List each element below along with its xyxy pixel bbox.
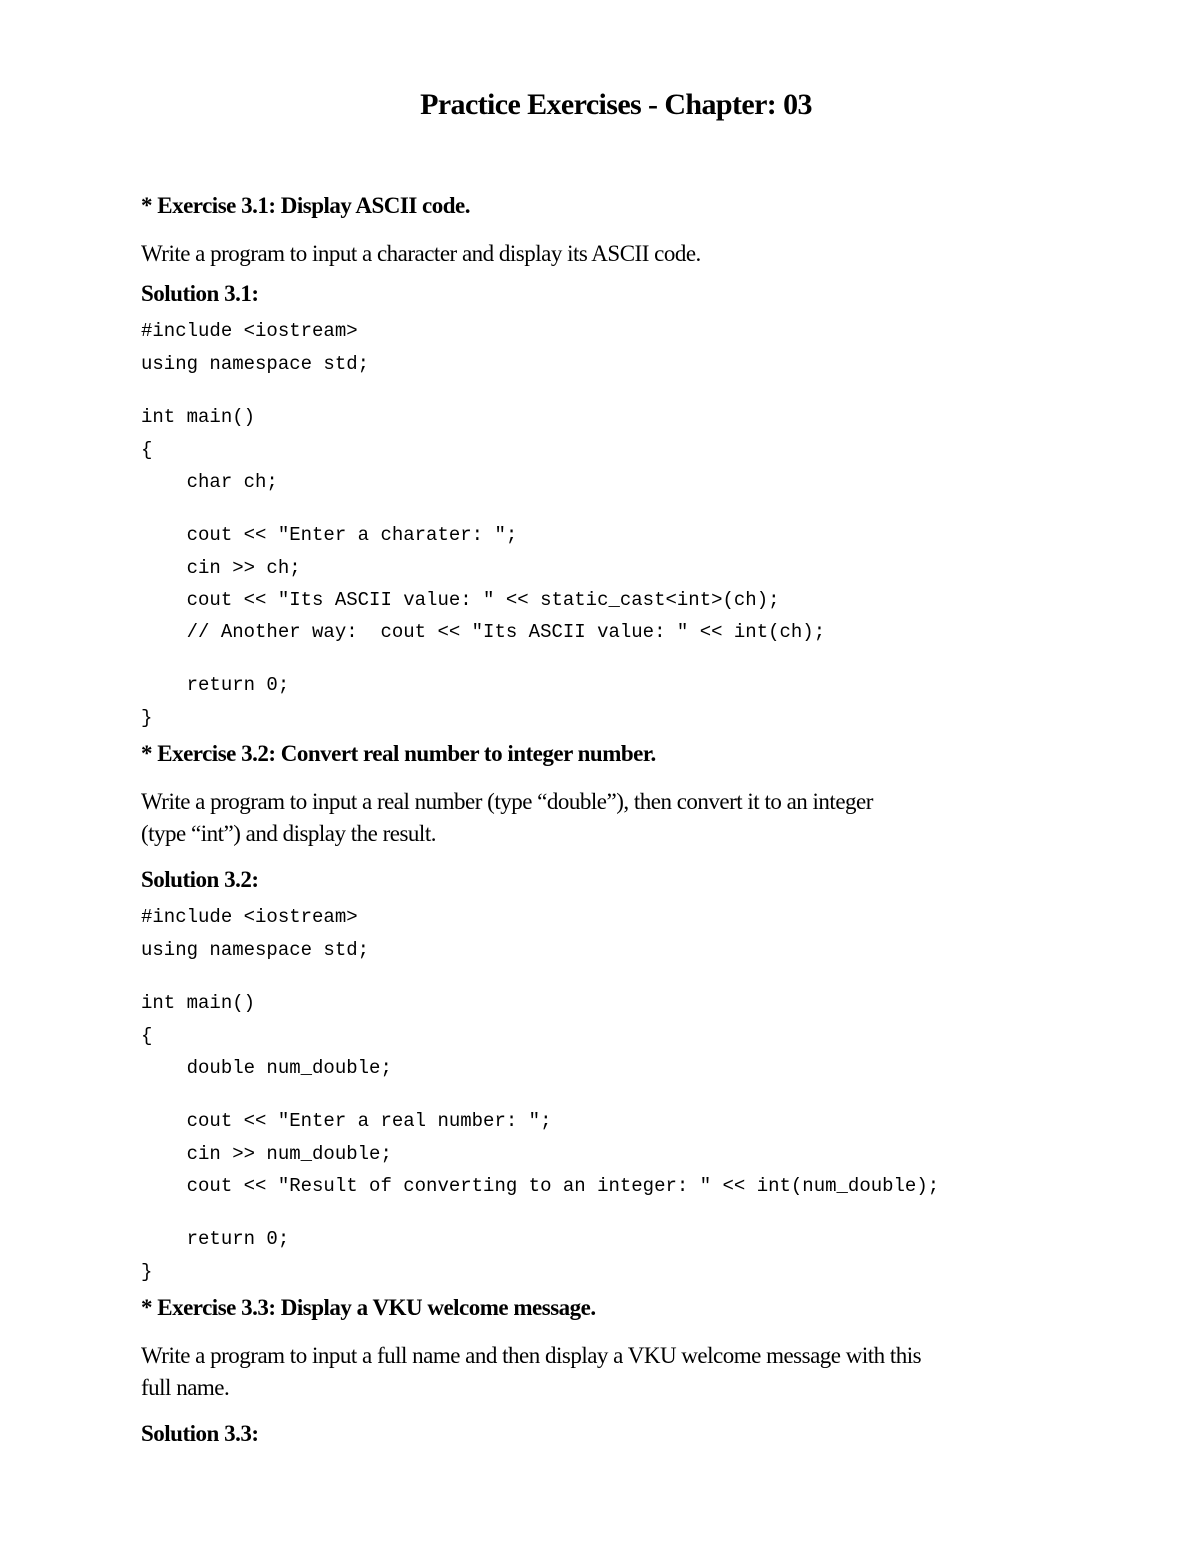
description-line: Write a program to input a real number (type “double”), then convert it to an integer bbox=[141, 789, 873, 814]
description-line: Write a program to input a character and display its ASCII code. bbox=[141, 241, 701, 266]
code-line: using namespace std; bbox=[141, 353, 370, 375]
code-line: char ch; bbox=[141, 471, 278, 493]
code-line: return 0; bbox=[141, 1228, 290, 1250]
code-line: // Another way: cout << "Its ASCII value: " << int(ch); bbox=[141, 621, 826, 643]
exercise-description bbox=[141, 786, 1071, 850]
code-line: #include <iostream> bbox=[141, 906, 358, 928]
code-line: int main() bbox=[141, 406, 256, 428]
description-line: Write a program to input a full name and then display a VKU welcome message with this bbox=[141, 1343, 922, 1368]
exercise-description bbox=[141, 1340, 1071, 1404]
code-line: using namespace std; bbox=[141, 939, 370, 961]
solution-label: Solution 3.1: bbox=[141, 281, 259, 306]
code-line: cout << "Its ASCII value: " << static_cast<int>(ch); bbox=[141, 589, 780, 611]
code-line: cin >> ch; bbox=[141, 557, 301, 579]
code-line: { bbox=[141, 1025, 153, 1047]
page-title: Practice Exercises - Chapter: 03 bbox=[420, 88, 812, 121]
code-line: { bbox=[141, 439, 153, 461]
code-line: cout << "Result of converting to an integer: " << int(num_double); bbox=[141, 1175, 940, 1197]
code-line: double num_double; bbox=[141, 1057, 392, 1079]
exercise-description bbox=[141, 238, 1071, 270]
code-line: cin >> num_double; bbox=[141, 1143, 392, 1165]
solution-label: Solution 3.3: bbox=[141, 1421, 259, 1446]
exercise-heading: * Exercise 3.2: Convert real number to integer number. bbox=[141, 741, 656, 766]
description-line: full name. bbox=[141, 1375, 230, 1400]
exercise-heading: * Exercise 3.1: Display ASCII code. bbox=[141, 193, 470, 218]
code-line: } bbox=[141, 1261, 153, 1283]
solution-label: Solution 3.2: bbox=[141, 867, 259, 892]
code-line: return 0; bbox=[141, 674, 290, 696]
description-line: (type “int”) and display the result. bbox=[141, 821, 436, 846]
code-line: cout << "Enter a charater: "; bbox=[141, 524, 518, 546]
code-line: #include <iostream> bbox=[141, 320, 358, 342]
code-line: int main() bbox=[141, 992, 256, 1014]
code-line: } bbox=[141, 707, 153, 729]
exercise-heading: * Exercise 3.3: Display a VKU welcome message. bbox=[141, 1295, 596, 1320]
code-line: cout << "Enter a real number: "; bbox=[141, 1110, 552, 1132]
